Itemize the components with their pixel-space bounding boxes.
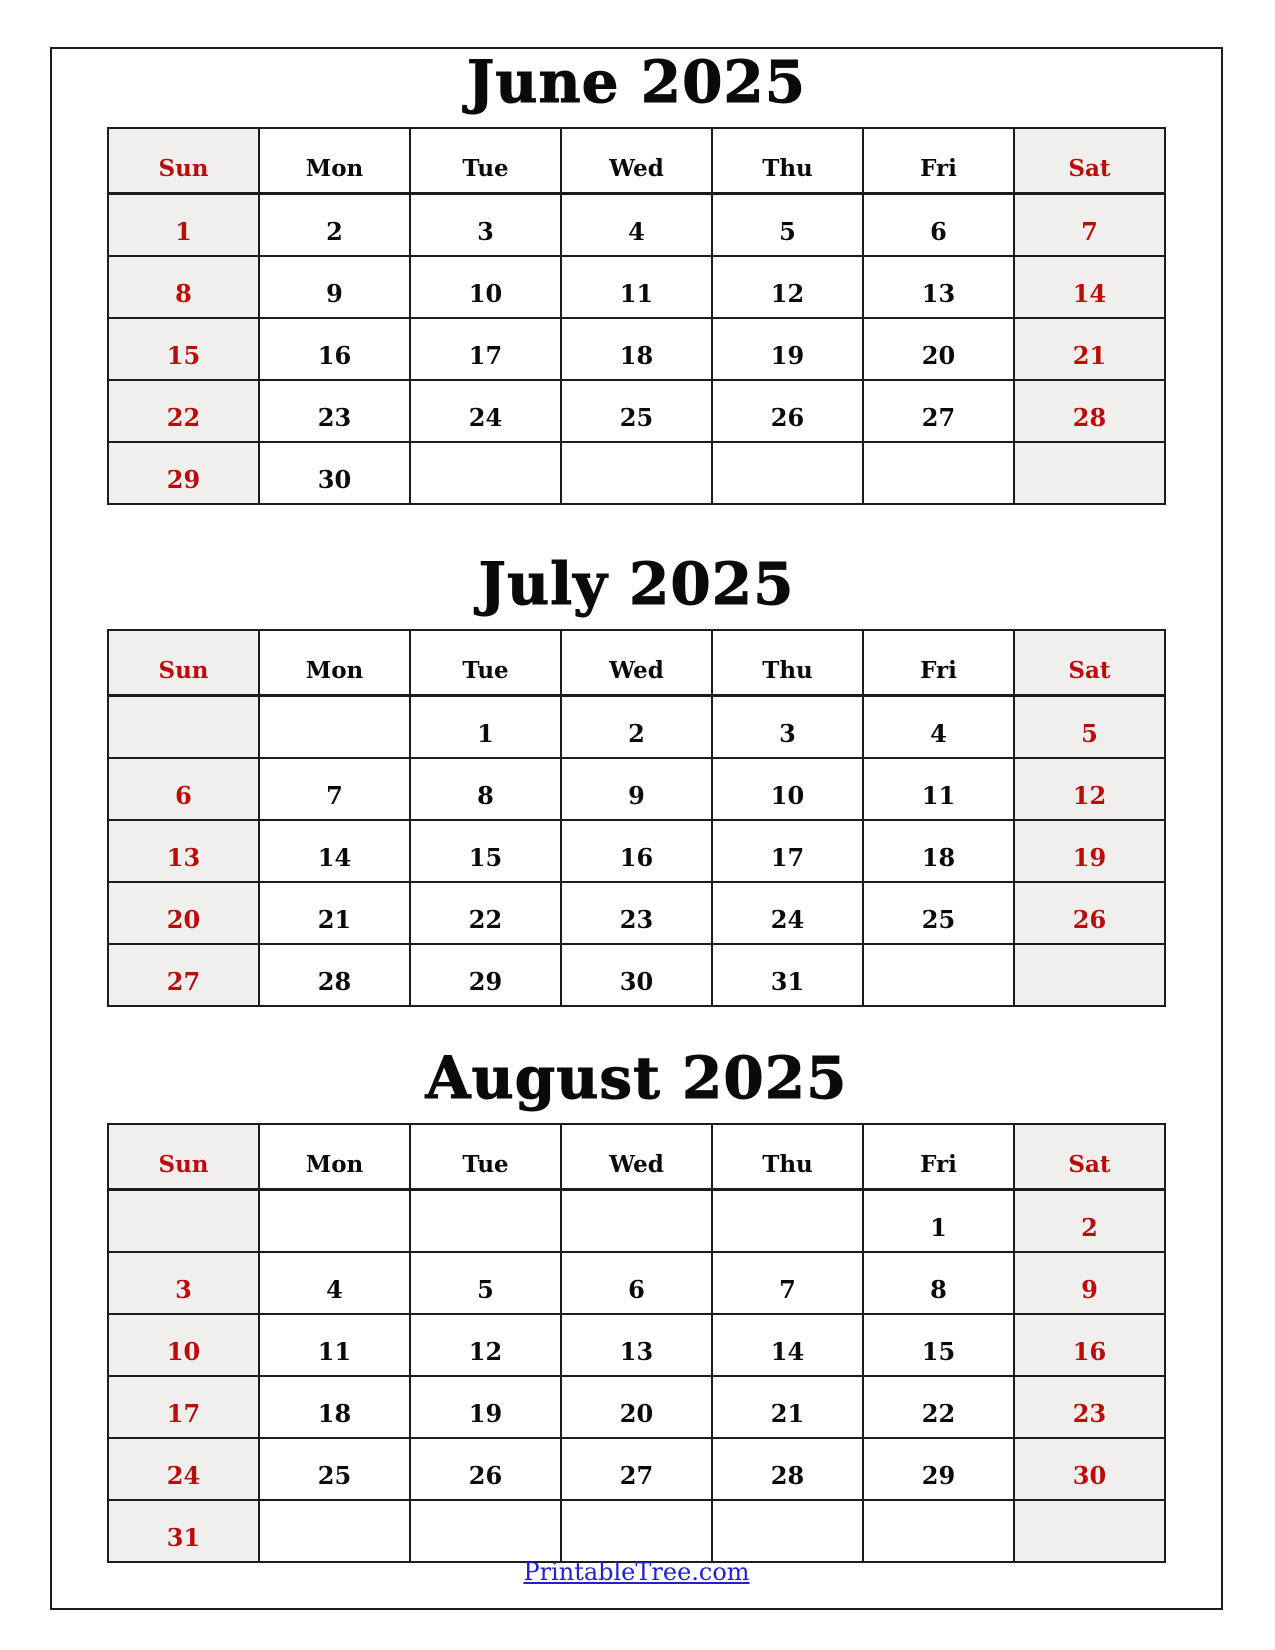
day-cell-june-17: 17 — [410, 318, 561, 380]
weekday-header-mon: Mon — [259, 630, 410, 696]
day-cell-august-12: 12 — [410, 1314, 561, 1376]
weekday-header-wed: Wed — [561, 630, 712, 696]
month-grid-july — [52, 629, 1221, 1007]
day-cell-august-3: 3 — [108, 1252, 259, 1314]
week-row — [108, 758, 1165, 820]
day-cell-empty — [712, 1500, 863, 1562]
week-row — [108, 1190, 1165, 1253]
month-title-august: August 2025 — [425, 1044, 848, 1112]
weekday-header-thu: Thu — [712, 1124, 863, 1190]
day-cell-june-12: 12 — [712, 256, 863, 318]
month-title-july: July 2025 — [478, 550, 795, 618]
weekday-header-sun: Sun — [108, 630, 259, 696]
day-cell-july-19: 19 — [1014, 820, 1165, 882]
month-title-june: June 2025 — [466, 48, 807, 116]
day-cell-july-18: 18 — [863, 820, 1014, 882]
weekday-header-thu: Thu — [712, 128, 863, 194]
week-row — [108, 1252, 1165, 1314]
day-cell-july-30: 30 — [561, 944, 712, 1006]
day-cell-july-17: 17 — [712, 820, 863, 882]
day-cell-july-14: 14 — [259, 820, 410, 882]
day-cell-july-13: 13 — [108, 820, 259, 882]
day-cell-empty — [561, 1190, 712, 1253]
day-cell-june-2: 2 — [259, 194, 410, 257]
day-cell-empty — [259, 1190, 410, 1253]
day-cell-august-24: 24 — [108, 1438, 259, 1500]
day-cell-august-30: 30 — [1014, 1438, 1165, 1500]
day-cell-empty — [410, 1500, 561, 1562]
day-cell-august-7: 7 — [712, 1252, 863, 1314]
day-cell-august-4: 4 — [259, 1252, 410, 1314]
week-row — [108, 882, 1165, 944]
day-cell-june-19: 19 — [712, 318, 863, 380]
calendar-table-july — [107, 629, 1166, 1007]
month-section-june — [52, 48, 1221, 505]
day-cell-june-15: 15 — [108, 318, 259, 380]
weekday-header-fri: Fri — [863, 630, 1014, 696]
day-cell-august-10: 10 — [108, 1314, 259, 1376]
day-cell-august-27: 27 — [561, 1438, 712, 1500]
day-cell-empty — [259, 696, 410, 759]
day-cell-june-27: 27 — [863, 380, 1014, 442]
day-cell-july-21: 21 — [259, 882, 410, 944]
day-cell-august-9: 9 — [1014, 1252, 1165, 1314]
weekday-header-wed: Wed — [561, 1124, 712, 1190]
day-cell-july-8: 8 — [410, 758, 561, 820]
weekday-header-fri: Fri — [863, 1124, 1014, 1190]
day-cell-june-7: 7 — [1014, 194, 1165, 257]
day-cell-july-27: 27 — [108, 944, 259, 1006]
day-cell-july-22: 22 — [410, 882, 561, 944]
day-cell-july-28: 28 — [259, 944, 410, 1006]
day-cell-june-8: 8 — [108, 256, 259, 318]
day-cell-july-2: 2 — [561, 696, 712, 759]
day-cell-august-1: 1 — [863, 1190, 1014, 1253]
weekday-header-sun: Sun — [108, 1124, 259, 1190]
day-cell-june-21: 21 — [1014, 318, 1165, 380]
day-cell-july-23: 23 — [561, 882, 712, 944]
weekday-header-sat: Sat — [1014, 128, 1165, 194]
day-cell-july-10: 10 — [712, 758, 863, 820]
calendar-table-june — [107, 127, 1166, 505]
day-cell-empty — [410, 1190, 561, 1253]
day-cell-august-8: 8 — [863, 1252, 1014, 1314]
weekday-header-sun: Sun — [108, 128, 259, 194]
day-cell-empty — [1014, 944, 1165, 1006]
day-cell-june-11: 11 — [561, 256, 712, 318]
weekday-header-mon: Mon — [259, 128, 410, 194]
day-cell-august-6: 6 — [561, 1252, 712, 1314]
day-cell-august-29: 29 — [863, 1438, 1014, 1500]
weekday-header-mon: Mon — [259, 1124, 410, 1190]
day-cell-june-3: 3 — [410, 194, 561, 257]
day-cell-july-29: 29 — [410, 944, 561, 1006]
week-row — [108, 1314, 1165, 1376]
day-cell-june-25: 25 — [561, 380, 712, 442]
day-cell-june-18: 18 — [561, 318, 712, 380]
day-cell-july-25: 25 — [863, 882, 1014, 944]
day-cell-august-17: 17 — [108, 1376, 259, 1438]
day-cell-july-16: 16 — [561, 820, 712, 882]
day-cell-july-12: 12 — [1014, 758, 1165, 820]
day-cell-august-22: 22 — [863, 1376, 1014, 1438]
week-row — [108, 820, 1165, 882]
day-cell-august-20: 20 — [561, 1376, 712, 1438]
weekday-header-fri: Fri — [863, 128, 1014, 194]
day-cell-empty — [863, 1500, 1014, 1562]
day-cell-june-6: 6 — [863, 194, 1014, 257]
day-cell-august-19: 19 — [410, 1376, 561, 1438]
calendar-table-august — [107, 1123, 1166, 1563]
month-section-august — [52, 1044, 1221, 1563]
day-cell-july-7: 7 — [259, 758, 410, 820]
week-row — [108, 194, 1165, 257]
day-cell-june-26: 26 — [712, 380, 863, 442]
day-cell-august-21: 21 — [712, 1376, 863, 1438]
day-cell-august-25: 25 — [259, 1438, 410, 1500]
day-cell-empty — [259, 1500, 410, 1562]
page-frame — [50, 47, 1223, 1610]
day-cell-empty — [712, 1190, 863, 1253]
day-cell-july-24: 24 — [712, 882, 863, 944]
day-cell-august-13: 13 — [561, 1314, 712, 1376]
day-cell-june-9: 9 — [259, 256, 410, 318]
day-cell-august-28: 28 — [712, 1438, 863, 1500]
weekday-header-sat: Sat — [1014, 1124, 1165, 1190]
week-row — [108, 944, 1165, 1006]
day-cell-june-16: 16 — [259, 318, 410, 380]
day-cell-june-13: 13 — [863, 256, 1014, 318]
day-cell-empty — [410, 442, 561, 504]
week-row — [108, 256, 1165, 318]
day-cell-june-4: 4 — [561, 194, 712, 257]
week-row — [108, 1438, 1165, 1500]
day-cell-empty — [561, 442, 712, 504]
day-cell-july-1: 1 — [410, 696, 561, 759]
week-row — [108, 318, 1165, 380]
month-section-july — [52, 550, 1221, 1007]
day-cell-empty — [863, 944, 1014, 1006]
day-cell-july-20: 20 — [108, 882, 259, 944]
day-cell-empty — [1014, 1500, 1165, 1562]
day-cell-june-30: 30 — [259, 442, 410, 504]
day-cell-august-16: 16 — [1014, 1314, 1165, 1376]
week-row — [108, 442, 1165, 504]
day-cell-july-6: 6 — [108, 758, 259, 820]
month-grid-august — [52, 1123, 1221, 1563]
month-grid-june — [52, 127, 1221, 505]
printabletree-link[interactable]: PrintableTree.com — [523, 1558, 750, 1586]
day-cell-july-3: 3 — [712, 696, 863, 759]
day-cell-empty — [561, 1500, 712, 1562]
day-cell-august-11: 11 — [259, 1314, 410, 1376]
day-cell-august-14: 14 — [712, 1314, 863, 1376]
day-cell-june-28: 28 — [1014, 380, 1165, 442]
weekday-header-tue: Tue — [410, 128, 561, 194]
day-cell-june-10: 10 — [410, 256, 561, 318]
weekday-header-thu: Thu — [712, 630, 863, 696]
day-cell-june-1: 1 — [108, 194, 259, 257]
day-cell-july-9: 9 — [561, 758, 712, 820]
day-cell-august-2: 2 — [1014, 1190, 1165, 1253]
day-cell-august-31: 31 — [108, 1500, 259, 1562]
day-cell-empty — [712, 442, 863, 504]
weekday-header-tue: Tue — [410, 630, 561, 696]
week-row — [108, 380, 1165, 442]
week-row — [108, 1376, 1165, 1438]
day-cell-june-5: 5 — [712, 194, 863, 257]
day-cell-june-23: 23 — [259, 380, 410, 442]
week-row — [108, 696, 1165, 759]
day-cell-july-11: 11 — [863, 758, 1014, 820]
day-cell-august-26: 26 — [410, 1438, 561, 1500]
day-cell-empty — [108, 1190, 259, 1253]
weekday-header-sat: Sat — [1014, 630, 1165, 696]
day-cell-july-15: 15 — [410, 820, 561, 882]
weekday-header-wed: Wed — [561, 128, 712, 194]
day-cell-july-5: 5 — [1014, 696, 1165, 759]
day-cell-june-20: 20 — [863, 318, 1014, 380]
day-cell-june-22: 22 — [108, 380, 259, 442]
day-cell-july-4: 4 — [863, 696, 1014, 759]
day-cell-august-18: 18 — [259, 1376, 410, 1438]
day-cell-july-31: 31 — [712, 944, 863, 1006]
day-cell-july-26: 26 — [1014, 882, 1165, 944]
week-row — [108, 1500, 1165, 1562]
day-cell-june-14: 14 — [1014, 256, 1165, 318]
weekday-header-tue: Tue — [410, 1124, 561, 1190]
day-cell-august-15: 15 — [863, 1314, 1014, 1376]
day-cell-empty — [1014, 442, 1165, 504]
day-cell-august-23: 23 — [1014, 1376, 1165, 1438]
day-cell-empty — [108, 696, 259, 759]
day-cell-june-29: 29 — [108, 442, 259, 504]
footer — [52, 1558, 1221, 1586]
day-cell-june-24: 24 — [410, 380, 561, 442]
day-cell-empty — [863, 442, 1014, 504]
day-cell-august-5: 5 — [410, 1252, 561, 1314]
